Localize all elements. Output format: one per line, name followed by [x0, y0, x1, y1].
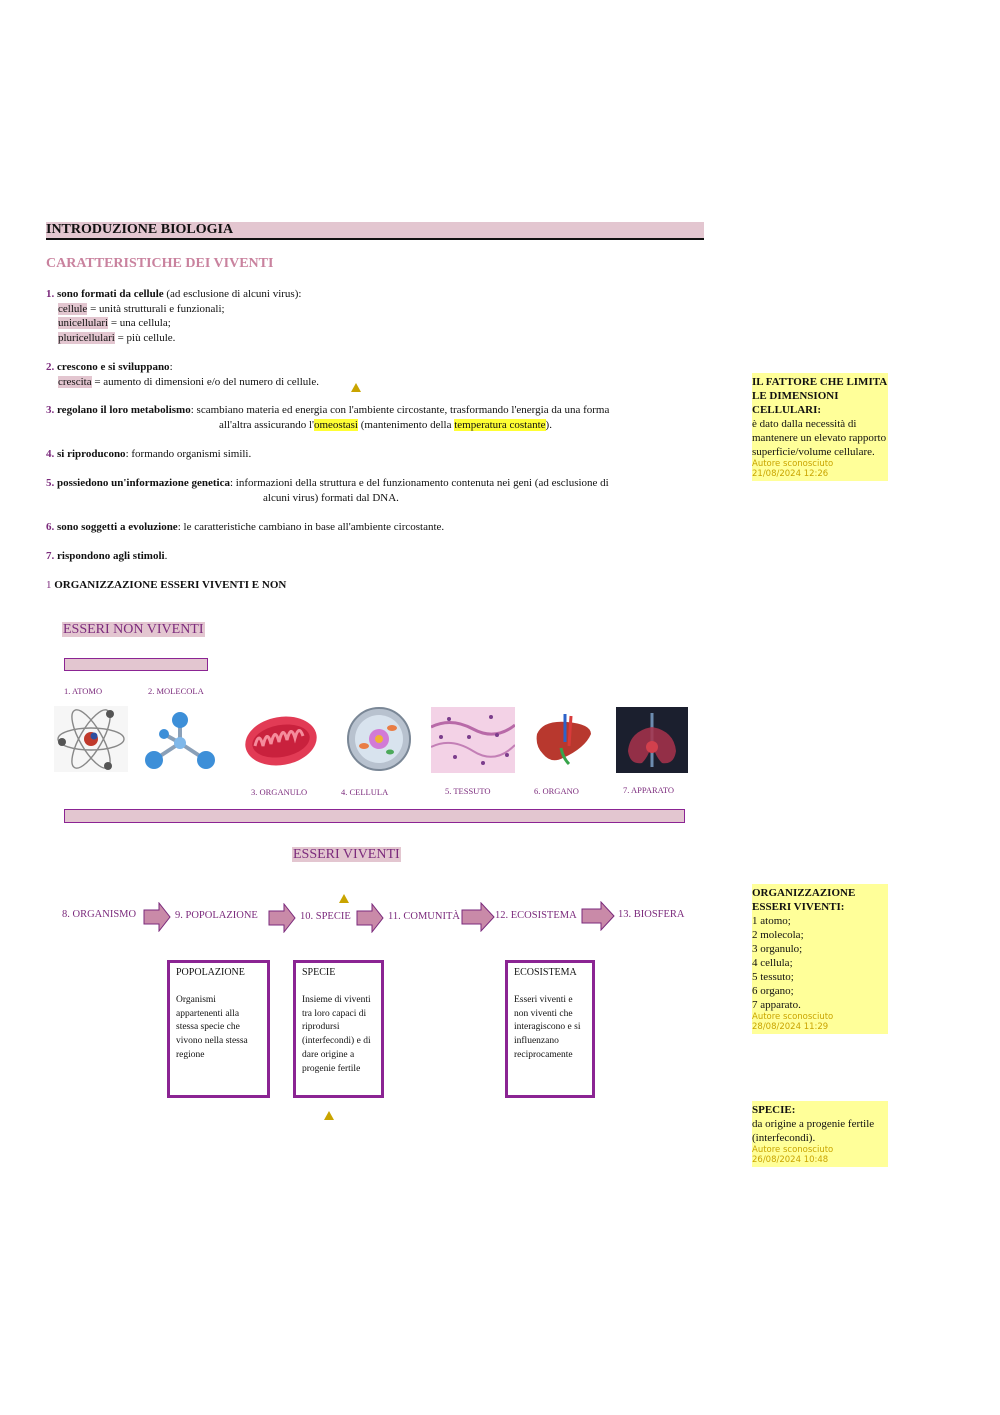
mitochondrion-icon: [243, 712, 319, 770]
list-item: 2. crescono e si sviluppano: crescita = aumento di dimensioni e/o del numero di cellule.: [46, 360, 706, 389]
non-living-heading: ESSERI NON VIVENTI: [63, 622, 204, 637]
level-label: 6. ORGANO: [534, 786, 579, 796]
arrow-right-icon: [356, 903, 384, 933]
page-title: INTRODUZIONE BIOLOGIA: [46, 222, 234, 237]
sub-item: cellule = unità strutturali e funzionali;: [58, 302, 225, 315]
definition-box-specie: SPECIE Insieme di viventi tra loro capaci di riprodursi (interfecondi) e di dare origine a progenie fertile: [293, 960, 384, 1098]
sub-item: unicellulari = una cellula;: [58, 317, 171, 329]
chain-label: 12. ECOSISTEMA: [495, 910, 577, 921]
section-heading: 1 ORGANIZZAZIONE ESSERI VIVENTI E NON: [46, 579, 287, 591]
list-item: 5. possiedono un'informazione genetica: informazioni della struttura e del funzionamento contenuta nei geni (ad esclusione di alcuni virus) formati dal DNA.: [46, 477, 609, 504]
arrow-right-icon: [581, 901, 615, 931]
levels-bar: [64, 809, 685, 823]
chain-label: 8. ORGANISMO: [62, 909, 137, 920]
tissue-icon: [431, 707, 515, 773]
chain-label: 13. BIOSFERA: [618, 909, 685, 920]
chain-label: 11. COMUNITÀ: [388, 911, 460, 922]
comment-marker-icon[interactable]: [339, 894, 349, 903]
list-item: 3. regolano il loro metabolismo: scambiano materia ed energia con l'ambiente circostante, trasformando l'energia da una forma all'altra assicurando l'omeostasi (mantenimento della temperatura costante).: [46, 404, 610, 431]
sub-item: crescita = aumento di dimensioni e/o del numero di cellule.: [58, 375, 319, 388]
arrow-right-icon: [268, 903, 296, 933]
list-item: 4. si riproducono: formando organismi simili.: [46, 448, 252, 460]
section-subtitle: CARATTERISTICHE DEI VIVENTI: [46, 256, 274, 271]
molecule-icon: [142, 710, 218, 772]
chain-label: 9. POPOLAZIONE: [175, 910, 258, 921]
apparatus-icon: [616, 707, 688, 773]
level-label: 5. TESSUTO: [445, 786, 491, 796]
comment-note[interactable]: ORGANIZZAZIONE ESSERI VIVENTI: 1 atomo; 2 molecola; 3 organulo; 4 cellula; 5 tessuto; 6 organo; 7 apparato. Autore sconosciuto 28/08/2024 11:29: [752, 884, 888, 1034]
level-label: 7. APPARATO: [623, 785, 675, 795]
comment-note[interactable]: SPECIE: da origine a progenie fertile (interfecondi). Autore sconosciuto 26/08/2024 10:48: [752, 1101, 888, 1167]
sub-item: pluricellulari = più cellule.: [58, 331, 176, 344]
arrow-right-icon: [143, 902, 171, 932]
comment-marker-icon[interactable]: [324, 1111, 334, 1120]
non-living-bar: [64, 658, 208, 671]
title-bar: [46, 222, 704, 240]
level-label: 4. CELLULA: [341, 787, 389, 797]
chain-label: 10. SPECIE: [300, 911, 351, 922]
comment-note[interactable]: IL FATTORE CHE LIMITA LE DIMENSIONI CELLULARI: è dato dalla necessità di mantenere un elevato rapporto superficie/volume cellulare. Autore sconosciuto 21/08/2024 12:26: [752, 373, 888, 481]
comment-marker-icon[interactable]: [351, 383, 361, 392]
list-item: 1. sono formati da cellule (ad esclusione di alcuni virus): cellule = unità strutturali e funzionali; unicellulari = una cellula; pluricellulari = più cellule.: [46, 287, 706, 345]
level-label: 2. MOLECOLA: [148, 686, 204, 696]
definition-box-popolazione: POPOLAZIONE Organismi appartenenti alla stessa specie che vivono nella stessa regione: [167, 960, 270, 1098]
definition-box-ecosistema: ECOSISTEMA Esseri viventi e non viventi che interagiscono e si influenzano reciprocamente: [505, 960, 595, 1098]
living-heading: ESSERI VIVENTI: [293, 847, 400, 862]
level-label: 3. ORGANULO: [251, 787, 308, 797]
atom-icon: [54, 706, 128, 772]
list-item: 7. rispondono agli stimoli.: [46, 550, 168, 562]
level-label: 1. ATOMO: [64, 686, 103, 696]
list-item: 6. sono soggetti a evoluzione: le caratteristiche cambiano in base all'ambiente circostante.: [46, 521, 445, 533]
liver-icon: [533, 712, 595, 770]
arrow-right-icon: [461, 902, 495, 932]
cell-icon: [346, 706, 412, 772]
